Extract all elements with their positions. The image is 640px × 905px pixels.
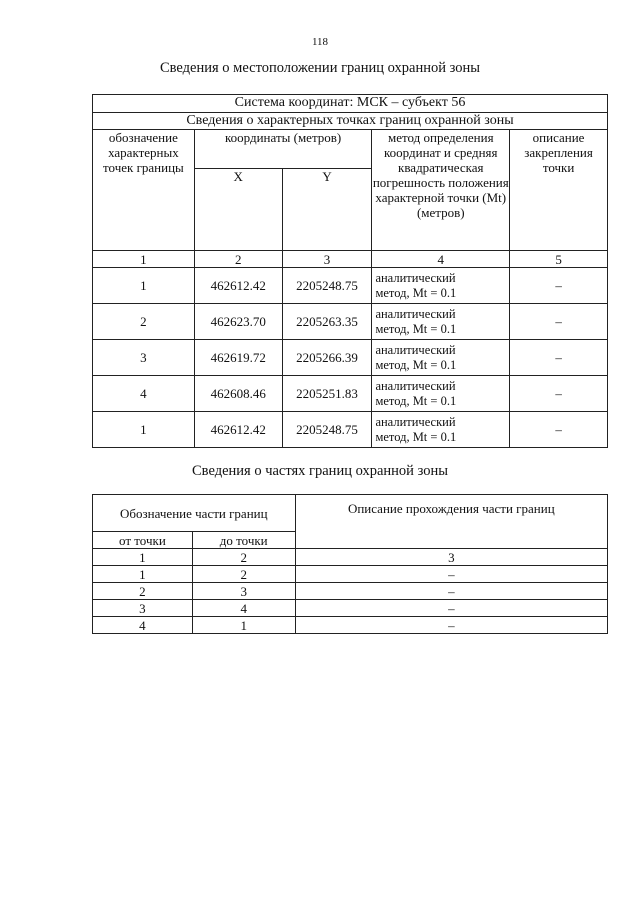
header-fixing-description: описание закрепления точки	[510, 130, 608, 251]
table-row	[93, 412, 608, 448]
from-point: 4	[93, 617, 193, 634]
from-point: 3	[93, 600, 193, 617]
to-point: 1	[192, 617, 295, 634]
part-description: 3	[295, 549, 607, 566]
table-row	[93, 549, 608, 566]
method-cell	[372, 268, 510, 304]
x-value: 462619.72	[194, 340, 282, 376]
method-line-2: метод, Mt = 0.1	[375, 429, 457, 444]
part-description: –	[295, 566, 607, 583]
column-number-row	[93, 251, 608, 268]
to-point: 2	[192, 549, 295, 566]
section-title-parts: Сведения о частях границ охранной зоны	[192, 463, 448, 479]
table-row	[93, 340, 608, 376]
point-number: 1	[93, 412, 195, 448]
header-method: метод определения координат и средняя квадратическая погрешность положения характерной точки (Mt) (метров)	[372, 130, 510, 251]
y-value: 2205248.75	[282, 268, 372, 304]
header-part-designation: Обозначение части границ	[93, 495, 296, 532]
boundary-parts-table	[92, 494, 608, 634]
header-from-point: от точки	[93, 532, 193, 549]
page-number: 118	[311, 36, 329, 48]
to-point: 3	[192, 583, 295, 600]
method-line-2: метод, Mt = 0.1	[375, 321, 457, 336]
header-point-designation: обозначение характерных точек границы	[93, 130, 195, 251]
table-row	[93, 583, 608, 600]
method-cell	[372, 376, 510, 412]
x-value: 462623.70	[194, 304, 282, 340]
part-description: –	[295, 617, 607, 634]
point-number: 1	[93, 268, 195, 304]
point-number: 2	[93, 304, 195, 340]
fixing-description: –	[510, 340, 608, 376]
table-row	[93, 304, 608, 340]
from-point: 1	[93, 549, 193, 566]
method-line-1: аналитический	[375, 270, 456, 285]
method-line-1: аналитический	[375, 414, 456, 429]
table-row	[93, 600, 608, 617]
x-value: 462612.42	[194, 412, 282, 448]
method-cell	[372, 340, 510, 376]
method-line-2: метод, Mt = 0.1	[375, 393, 457, 408]
table-row	[93, 617, 608, 634]
section-title-location: Сведения о местоположении границ охранной зоны	[159, 60, 480, 76]
header-to-point: до точки	[192, 532, 295, 549]
method-cell	[372, 412, 510, 448]
header-y: Y	[282, 169, 372, 251]
method-line-2: метод, Mt = 0.1	[375, 285, 457, 300]
from-point: 1	[93, 566, 193, 583]
fixing-description: –	[510, 412, 608, 448]
part-description: –	[295, 600, 607, 617]
method-line-1: аналитический	[375, 306, 456, 321]
coord-table-subtitle: Сведения о характерных точках границ охранной зоны	[93, 113, 608, 130]
to-point: 2	[192, 566, 295, 583]
to-point: 4	[192, 600, 295, 617]
x-value: 462608.46	[194, 376, 282, 412]
column-number: 2	[194, 251, 282, 268]
column-number: 5	[510, 251, 608, 268]
part-description: –	[295, 583, 607, 600]
table-row	[93, 376, 608, 412]
coordinate-system-label: Система координат: МСК – субъект 56	[93, 95, 608, 113]
point-number: 3	[93, 340, 195, 376]
column-number: 1	[93, 251, 195, 268]
method-line-1: аналитический	[375, 342, 456, 357]
table-row	[93, 268, 608, 304]
fixing-description: –	[510, 268, 608, 304]
y-value: 2205248.75	[282, 412, 372, 448]
header-part-description: Описание прохождения части границ	[295, 495, 607, 549]
y-value: 2205266.39	[282, 340, 372, 376]
column-number: 4	[372, 251, 510, 268]
point-number: 4	[93, 376, 195, 412]
method-line-2: метод, Mt = 0.1	[375, 357, 457, 372]
table-row	[93, 566, 608, 583]
from-point: 2	[93, 583, 193, 600]
coordinates-table	[92, 94, 608, 448]
header-coordinates: координаты (метров)	[194, 130, 372, 169]
fixing-description: –	[510, 304, 608, 340]
y-value: 2205263.35	[282, 304, 372, 340]
method-line-1: аналитический	[375, 378, 456, 393]
y-value: 2205251.83	[282, 376, 372, 412]
fixing-description: –	[510, 376, 608, 412]
column-number: 3	[282, 251, 372, 268]
header-x: X	[194, 169, 282, 251]
method-cell	[372, 304, 510, 340]
x-value: 462612.42	[194, 268, 282, 304]
